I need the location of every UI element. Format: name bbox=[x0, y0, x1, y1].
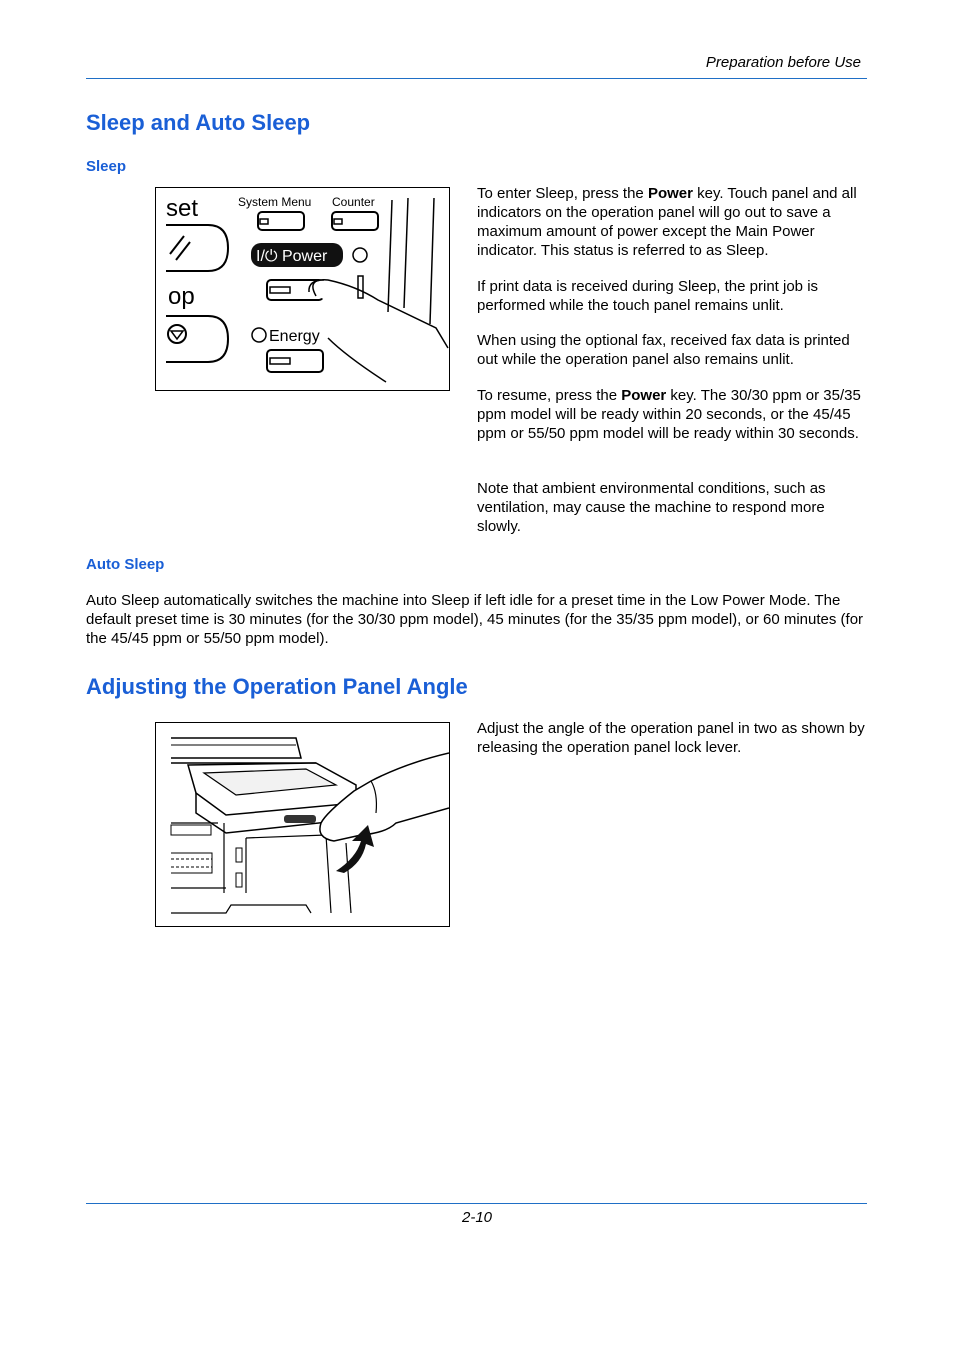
panel-angle-illustration bbox=[155, 722, 450, 927]
sleep-para-2: If print data is received during Sleep, the print job is performed while the touch panel remains unlit. bbox=[477, 278, 819, 314]
sleep-para-1: To enter Sleep, press the Power key. Touch panel and all indicators on the operation panel will go out to save a maximum amount of power except the Main Power indicator. This status is referred to as Sleep. bbox=[477, 185, 857, 259]
stop-label: op bbox=[168, 283, 195, 310]
section-title-sleep: Sleep and Auto Sleep bbox=[86, 110, 311, 135]
footer-rule bbox=[86, 1203, 867, 1204]
power-key-label: I/⏻ Power bbox=[256, 248, 328, 265]
counter-label: Counter bbox=[332, 195, 375, 209]
page-number: 2-10 bbox=[461, 1209, 493, 1226]
panel-angle-para: Adjust the angle of the operation panel in two as shown by releasing the operation panel lock lever. bbox=[477, 720, 865, 756]
energy-label: Energy bbox=[269, 328, 320, 345]
panel-angle-drawing bbox=[156, 723, 449, 926]
header-rule bbox=[86, 78, 867, 79]
running-header: Preparation before Use bbox=[705, 54, 861, 71]
system-menu-label: System Menu bbox=[238, 195, 312, 209]
subheading-sleep: Sleep bbox=[86, 158, 127, 175]
auto-sleep-para: Auto Sleep automatically switches the machine into Sleep if left idle for a preset time in the Low Power Mode. The default preset time is 30 minutes (for the 30/30 ppm model), 45 minutes (for the 35/35 ppm model), or 60 minutes (for the 45/45 ppm or 55/50 ppm model). bbox=[86, 592, 864, 647]
power-key-drawing bbox=[156, 188, 449, 390]
reset-label: set bbox=[166, 195, 199, 222]
power-key-illustration bbox=[155, 187, 450, 391]
subheading-auto-sleep: Auto Sleep bbox=[86, 556, 165, 573]
sleep-para-4: To resume, press the Power key. The 30/30 ppm or 35/35 ppm model will be ready within 20 seconds, or the 45/45 ppm or 55/50 ppm model will be ready within 30 seconds. bbox=[477, 387, 861, 442]
sleep-para-3: When using the optional fax, received fax data is printed out while the operation panel also remains unlit. bbox=[477, 332, 850, 368]
sleep-para-5: Note that ambient environmental conditions, such as ventilation, may cause the machine to respond more slowly. bbox=[477, 480, 826, 535]
section-title-panel-angle: Adjusting the Operation Panel Angle bbox=[86, 674, 468, 699]
